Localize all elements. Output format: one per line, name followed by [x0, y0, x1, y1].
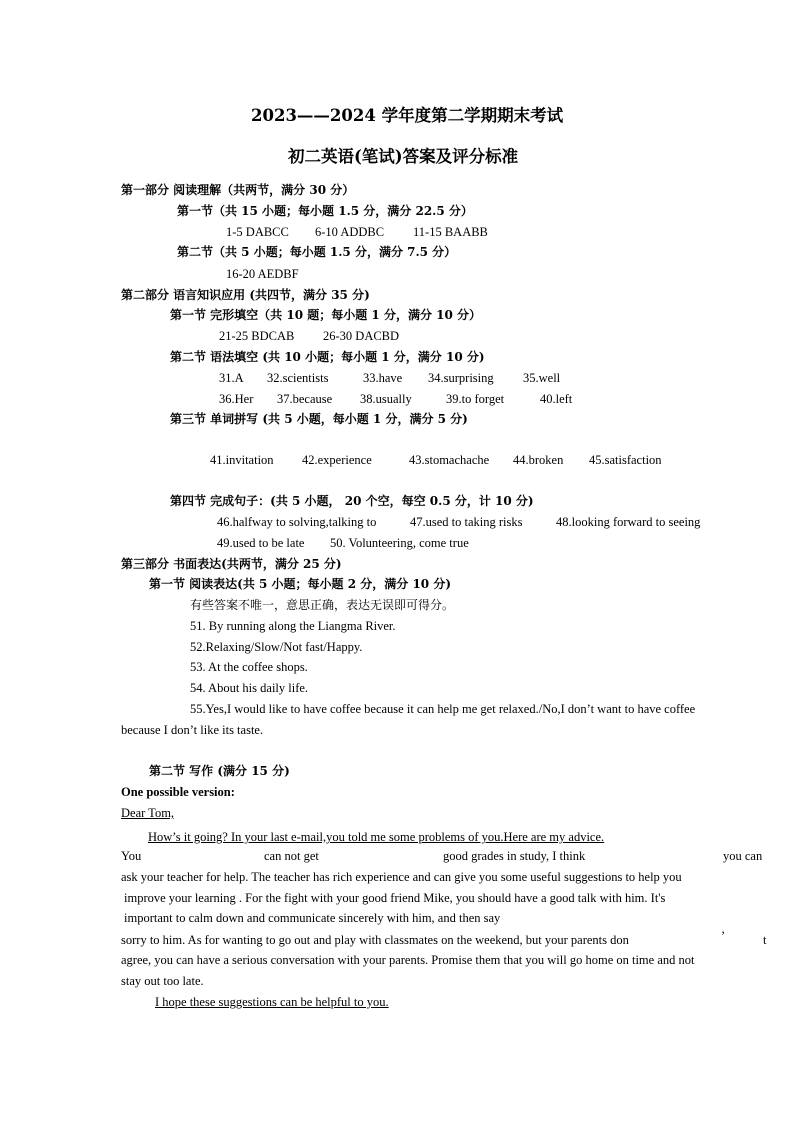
answer-32: 32.scientists: [267, 371, 329, 385]
answer-44: 44.broken: [513, 453, 564, 467]
part1-section1-heading: 第一节（共 15 小题；每小题 1.5 分，满分 22.5 分）: [177, 204, 473, 218]
answer-11-15: 11-15 BAABB: [413, 225, 488, 239]
letter-closing: I hope these suggestions can be helpful to you.: [155, 995, 389, 1009]
part3-section1-heading: 第一节 阅读表达(共 5 小题；每小题 2 分，满分 10 分): [149, 577, 451, 591]
answer-42: 42.experience: [302, 453, 372, 467]
answer-21-25: 21-25 BDCAB: [219, 329, 295, 343]
answer-35: 35.well: [523, 371, 561, 385]
letter-line-word: good grades in study, I think: [443, 849, 586, 863]
answer-46: 46.halfway to solving,talking to: [217, 515, 377, 529]
sample-version-label: One possible version:: [121, 785, 235, 799]
answer-39: 39.to forget: [446, 392, 505, 406]
answer-6-10: 6-10 ADDBC: [315, 225, 385, 239]
answer-53: 53. At the coffee shops.: [190, 660, 308, 674]
part3-note: 有些答案不唯一，意思正确，表达无误即可得分。: [190, 598, 455, 612]
letter-line: improve your learning . For the fight with your good friend Mike, you should have a good talk with him. It's: [124, 891, 666, 905]
part2-section4-heading: 第四节 完成句子：(共 5 小题， 20 个空，每空 0.5 分，计 10 分): [170, 494, 534, 508]
part1-section2-heading: 第二节（共 5 小题；每小题 1.5 分，满分 7.5 分）: [177, 245, 457, 259]
letter-line-word: You: [121, 849, 142, 863]
answer-47: 47.used to taking risks: [410, 515, 523, 529]
answer-36: 36.Her: [219, 392, 254, 406]
letter-line: ask your teacher for help. The teacher has rich experience and can give you some useful suggestions to help you: [121, 870, 682, 884]
part2-heading: 第二部分 语言知识应用 (共四节，满分 35 分): [121, 288, 370, 302]
letter-line-word: you can: [723, 849, 763, 863]
letter-greeting: Dear Tom,: [121, 806, 175, 820]
letter-line: agree, you can have a serious conversation with your parents. Promise them that you will go home on time and not: [121, 953, 695, 967]
letter-line: How’s it going? In your last e-mail,you told me some problems of you.Here are my advice.: [148, 830, 605, 844]
page-subtitle: 初二英语(笔试)答案及评分标准: [288, 147, 519, 166]
letter-line: stay out too late.: [121, 974, 204, 988]
answer-1-5: 1-5 DABCC: [226, 225, 289, 239]
answer-43: 43.stomachache: [409, 453, 490, 467]
answer-55-line2: because I don’t like its taste.: [121, 723, 264, 737]
part2-section3-heading: 第三节 单词拼写 (共 5 小题，每小题 1 分，满分 5 分): [170, 412, 468, 426]
answer-26-30: 26-30 DACBD: [323, 329, 400, 343]
part3-section2-heading: 第二节 写作 (满分 15 分): [149, 764, 290, 778]
answer-55-line1: 55.Yes,I would like to have coffee because it can help me get relaxed./No,I don’t want to have coffee: [190, 702, 696, 716]
answer-51: 51. By running along the Liangma River.: [190, 619, 396, 633]
letter-line-word: t: [763, 933, 767, 947]
answer-37: 37.because: [277, 392, 333, 406]
answer-45: 45.satisfaction: [589, 453, 662, 467]
part2-section1-heading: 第一节 完形填空（共 10 题；每小题 1 分，满分 10 分）: [170, 308, 481, 322]
answer-40: 40.left: [540, 392, 573, 406]
letter-line-word: can not get: [264, 849, 319, 863]
answer-33: 33.have: [363, 371, 403, 385]
letter-line-apostrophe: ’: [721, 929, 726, 943]
answer-16-20: 16-20 AEDBF: [226, 267, 299, 281]
answer-38: 38.usually: [360, 392, 412, 406]
answer-49: 49.used to be late: [217, 536, 305, 550]
answer-54: 54. About his daily life.: [190, 681, 309, 695]
letter-line: important to calm down and communicate sincerely with him, and then say: [124, 911, 501, 925]
answer-31: 31.A: [219, 371, 244, 385]
answer-48: 48.looking forward to seeing: [556, 515, 701, 529]
answer-41: 41.invitation: [210, 453, 274, 467]
letter-line: sorry to him. As for wanting to go out and play with classmates on the weekend, but your parents don: [121, 933, 629, 947]
part2-section2-heading: 第二节 语法填空 (共 10 小题；每小题 1 分，满分 10 分): [170, 350, 485, 364]
answer-52: 52.Relaxing/Slow/Not fast/Happy.: [190, 640, 363, 654]
part3-heading: 第三部分 书面表达(共两节，满分 25 分): [121, 557, 342, 571]
part1-heading: 第一部分 阅读理解（共两节，满分 30 分）: [121, 183, 355, 197]
answer-50: 50. Volunteering, come true: [330, 536, 469, 550]
answer-34: 34.surprising: [428, 371, 494, 385]
page-title: 2023——2024 学年度第二学期期末考试: [251, 106, 564, 125]
